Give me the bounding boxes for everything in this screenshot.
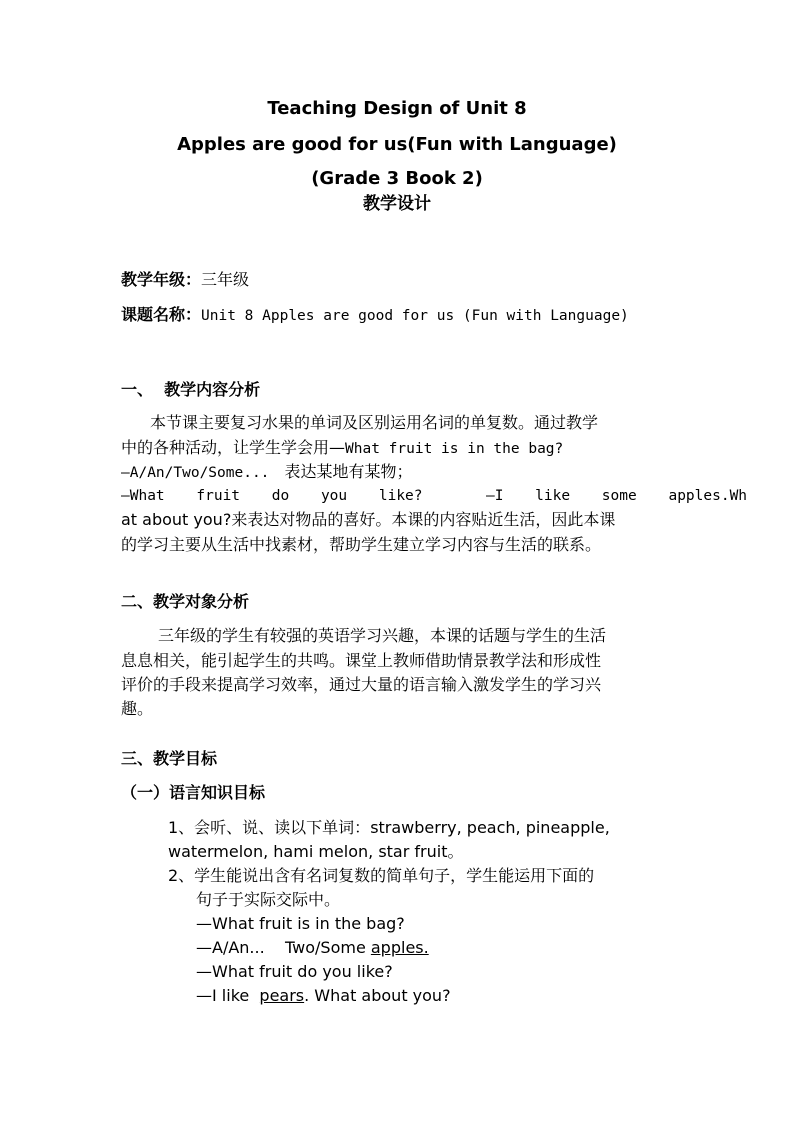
section-1-line-1: 本节课主要复习水果的单词及区别运用名词的单复数。通过教学	[150, 413, 599, 432]
sentence-2-pre: —A/An... Two/Some	[196, 938, 371, 957]
sentence-2-underlined: apples.	[370, 938, 429, 957]
sentence-3: —What fruit do you like?	[196, 962, 393, 981]
title-line-1: Teaching Design of Unit 8	[267, 98, 527, 119]
topic-label: 课题名称：	[121, 305, 202, 324]
grade-row	[121, 270, 249, 290]
title-chinese: 教学设计	[363, 194, 431, 214]
objective-item-1-en: strawberry, peach, pineapple,	[370, 818, 610, 837]
section-2-line-4: 趣。	[121, 699, 154, 718]
section-1-heading: 一、 教学内容分析	[121, 380, 261, 399]
section-1-line-3-cn: 表达某地有某物；	[284, 462, 413, 481]
objective-item-1-cn: 1、会听、说、读以下单词：	[168, 818, 371, 837]
grade-label: 教学年级：	[121, 270, 202, 289]
section-1-line-6: 的学习主要从生活中找素材，帮助学生建立学习内容与生活的联系。	[121, 535, 602, 554]
section-1-line-2-cn: 中的各种活动，让学生学会用—	[121, 438, 346, 457]
sentence-4-post: . What about you?	[304, 986, 451, 1005]
sentence-4	[196, 986, 451, 1006]
section-1-line-2	[121, 438, 563, 459]
section-1-line-5-cn: 来表达对物品的喜好。本课的内容贴近生活，因此本课	[231, 510, 616, 529]
topic-value: Unit 8 Apples are good for us (Fun with Language)	[201, 308, 629, 324]
section-1-line-4: —What fruit do you like? —I like some apples.Wh	[121, 488, 748, 504]
section-1-line-2-en: What fruit is in the bag?	[345, 441, 564, 457]
objective-item-1-line-2: watermelon, hami melon, star fruit。	[168, 842, 464, 861]
sentence-4-underlined: pears	[259, 986, 305, 1005]
objective-item-1	[168, 818, 610, 838]
section-2-line-2: 息息相关，能引起学生的共鸣。课堂上教师借助情景教学法和形成性	[121, 651, 602, 670]
title-line-2: Apples are good for us(Fun with Language)	[177, 134, 617, 155]
section-2-line-3: 评价的手段来提高学习效率，通过大量的语言输入激发学生的学习兴	[121, 675, 602, 694]
section-3-heading: 三、教学目标	[121, 749, 218, 768]
section-1-line-5-en: at about you?	[121, 510, 232, 529]
section-1-line-3	[121, 462, 413, 483]
section-3-subheading: （一）语言知识目标	[121, 783, 266, 802]
sentence-1: —What fruit is in the bag?	[196, 914, 405, 933]
section-1-line-3-en: —A/An/Two/Some...	[121, 465, 270, 481]
grade-value: 三年级	[201, 270, 250, 289]
sentence-2	[196, 938, 429, 958]
sentence-4-pre: —I like	[196, 986, 260, 1005]
section-2-heading: 二、教学对象分析	[121, 592, 250, 611]
section-1-line-5	[121, 510, 615, 530]
title-line-3: (Grade 3 Book 2)	[311, 168, 483, 189]
objective-item-2-line-2: 句子于实际交际中。	[196, 890, 341, 909]
objective-item-2-line-1: 2、学生能说出含有名词复数的简单句子，学生能运用下面的	[168, 866, 595, 885]
topic-row	[121, 305, 629, 326]
section-2-line-1: 三年级的学生有较强的英语学习兴趣，本课的话题与学生的生活	[158, 626, 607, 645]
